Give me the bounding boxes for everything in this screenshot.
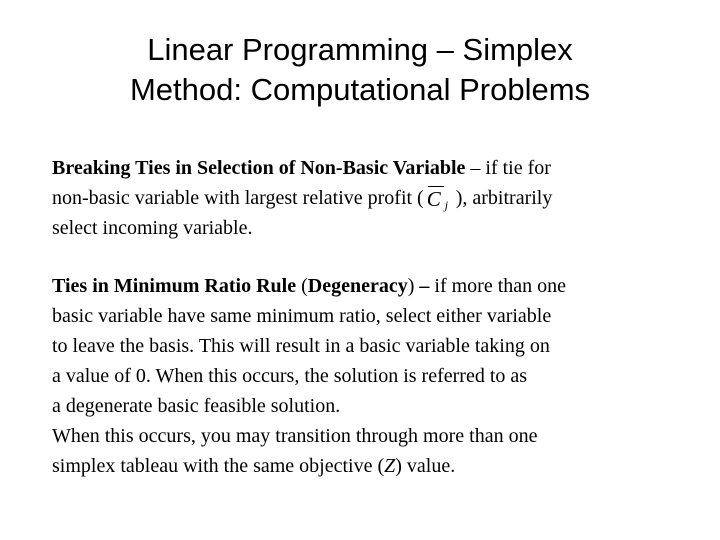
tie-breaking-line-3: select incoming variable.: [52, 217, 253, 239]
symbol-subscript: j: [444, 198, 449, 212]
degeneracy-paren-open: (: [296, 275, 308, 297]
slide-title: [40, 30, 680, 110]
degeneracy-line-7-pre: simplex tableau with the same objective (: [52, 455, 385, 477]
slide-body: [52, 153, 692, 481]
degeneracy-dash: –: [414, 275, 430, 297]
tie-breaking-line-2-pre: non-basic variable with largest relative profit (: [52, 187, 424, 209]
degeneracy-line-3: to leave the basis. This will result in a basic variable taking on: [52, 335, 550, 357]
degeneracy-line-2: basic variable have same minimum ratio, select either variable: [52, 305, 552, 327]
paragraph-spacer: [52, 243, 692, 271]
section-degeneracy: [52, 271, 692, 481]
degeneracy-line-1-tail: if more than one: [429, 275, 567, 297]
tie-breaking-line-2: [52, 183, 692, 213]
symbol-letter: C: [426, 187, 441, 211]
degeneracy-line-7: [52, 451, 692, 481]
degeneracy-line-5: a degenerate basic feasible solution.: [52, 395, 341, 417]
tie-breaking-line-1-tail: – if tie for: [465, 157, 551, 179]
degeneracy-heading-paren: Degeneracy: [307, 275, 408, 297]
section-tie-breaking: [52, 153, 692, 243]
degeneracy-heading: Ties in Minimum Ratio Rule: [52, 275, 297, 297]
degeneracy-paren-close: ): [407, 275, 415, 297]
tie-breaking-line-2-post: ), arbitrarily: [455, 187, 553, 209]
degeneracy-line-6: When this occurs, you may transition through more than one: [52, 425, 538, 447]
degeneracy-line-7-post: ) value.: [395, 455, 456, 477]
relative-profit-symbol: [424, 183, 456, 213]
tie-breaking-line-1: [52, 153, 692, 183]
tie-breaking-heading: Breaking Ties in Selection of Non-Basic Variable: [52, 157, 466, 179]
objective-variable: Z: [384, 455, 396, 477]
title-line-1: Linear Programming – Simplex: [147, 32, 573, 67]
degeneracy-line-1: [52, 271, 692, 301]
title-line-2: Method: Computational Problems: [129, 72, 591, 107]
degeneracy-line-4: a value of 0. When this occurs, the solution is referred to as: [52, 365, 528, 387]
